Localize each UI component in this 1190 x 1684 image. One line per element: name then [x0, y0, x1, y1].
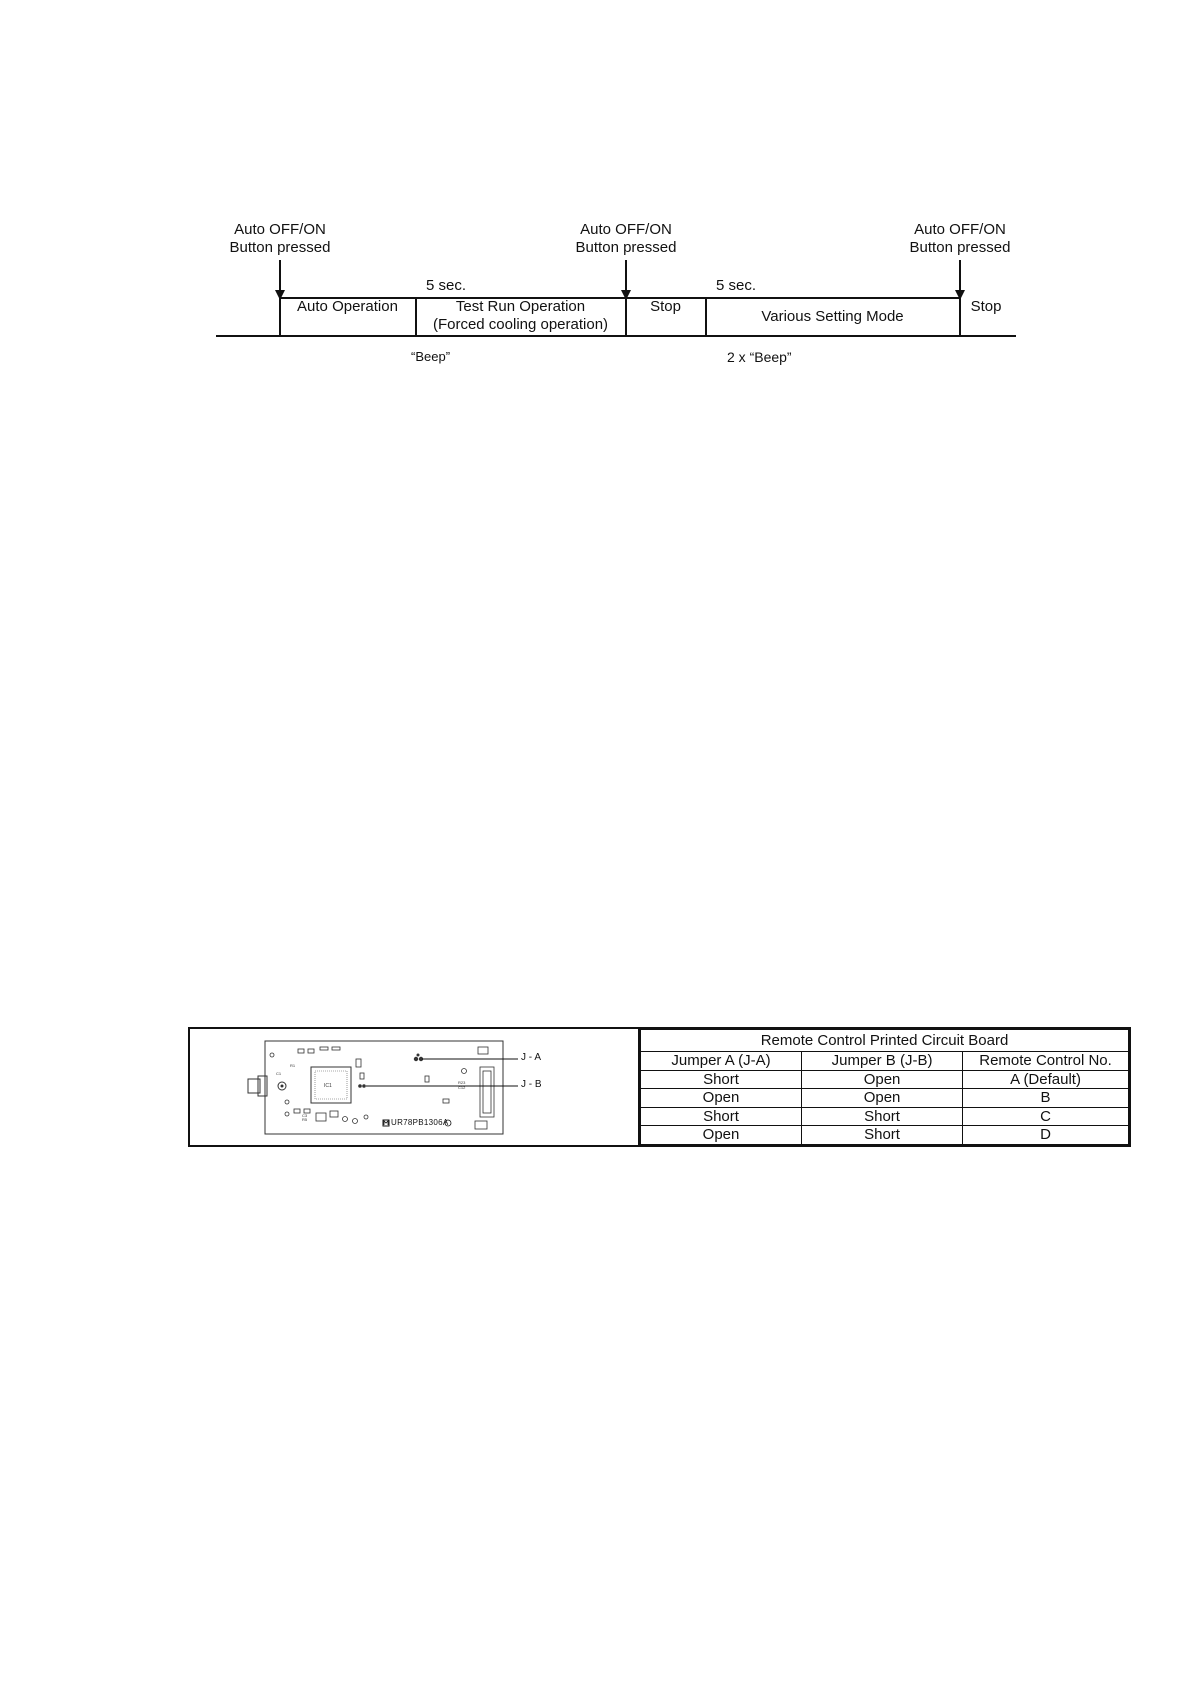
button-label-line1: Auto OFF/ON [234, 221, 326, 238]
pcb-drawing [190, 1029, 638, 1145]
press-arrow-shaft [279, 260, 281, 292]
cell-remote-no: D [963, 1126, 1129, 1145]
beep-label-1: “Beep” [411, 349, 451, 364]
press-arrow-shaft [959, 260, 961, 292]
svg-text:R5: R5 [302, 1117, 308, 1122]
jumper-setting-table [640, 1029, 1129, 1145]
table-row [641, 1070, 1129, 1089]
header-remote-control-no: Remote Control No. [963, 1052, 1129, 1071]
header-jumper-b: Jumper B (J-B) [802, 1052, 963, 1071]
cell-jumper-b: Short [802, 1107, 963, 1126]
svg-text:IC1: IC1 [324, 1083, 332, 1089]
header-jumper-a: Jumper A (J-A) [641, 1052, 802, 1071]
press-arrow-shaft [625, 260, 627, 292]
phase-various-setting-mode: Various Setting Mode [761, 308, 904, 325]
button-press-label-3 [890, 221, 1030, 257]
cell-jumper-a: Short [641, 1107, 802, 1126]
timing-diagram [0, 0, 1190, 380]
button-label-line1: Auto OFF/ON [580, 221, 672, 238]
cell-jumper-a: Short [641, 1070, 802, 1089]
svg-text:R1: R1 [290, 1063, 296, 1068]
cell-jumper-a: Open [641, 1089, 802, 1108]
cell-remote-no: C [963, 1107, 1129, 1126]
table-header-row [641, 1052, 1129, 1071]
cell-jumper-b: Open [802, 1070, 963, 1089]
table-row [641, 1089, 1129, 1108]
table-row [641, 1126, 1129, 1145]
table-title: Remote Control Printed Circuit Board [641, 1030, 1129, 1052]
phase-auto-operation: Auto Operation [297, 298, 398, 315]
svg-text:C1: C1 [276, 1071, 282, 1076]
delay-label-2: 5 sec. [716, 277, 757, 294]
delay-label-1: 5 sec. [426, 277, 467, 294]
ja-callout-label: J - A [521, 1052, 542, 1063]
beep-label-2: 2 x “Beep” [727, 349, 792, 365]
button-press-label-1 [210, 221, 350, 257]
button-label-line2: Button pressed [909, 239, 1011, 256]
phase-stop-2: Stop [970, 298, 1002, 315]
table-title-row [641, 1030, 1129, 1052]
phase-stop-1: Stop [650, 298, 681, 315]
phase-test-run [416, 298, 625, 334]
pcb-illustration [190, 1029, 640, 1145]
button-label-line1: Auto OFF/ON [914, 221, 1006, 238]
cell-jumper-b: Open [802, 1089, 963, 1108]
cell-jumper-b: Short [802, 1126, 963, 1145]
cell-remote-no: B [963, 1089, 1129, 1108]
phase-test-run-line1: Test Run Operation [455, 298, 586, 315]
board-code-label: UR78PB1306A [391, 1118, 449, 1127]
timeline-baseline [216, 335, 1016, 337]
svg-text:C3: C3 [302, 1113, 308, 1118]
phase-test-run-line2: (Forced cooling operation) [432, 316, 609, 333]
button-press-label-2 [556, 221, 696, 257]
jumper-setting-figure [188, 1027, 1131, 1147]
cell-jumper-a: Open [641, 1126, 802, 1145]
cell-remote-no: A (Default) [963, 1070, 1129, 1089]
table-row [641, 1107, 1129, 1126]
svg-text:R23: R23 [458, 1080, 466, 1085]
button-label-line2: Button pressed [575, 239, 677, 256]
jb-callout-label: J - B [521, 1079, 542, 1090]
button-label-line2: Button pressed [229, 239, 331, 256]
svg-text:C12: C12 [458, 1085, 466, 1090]
